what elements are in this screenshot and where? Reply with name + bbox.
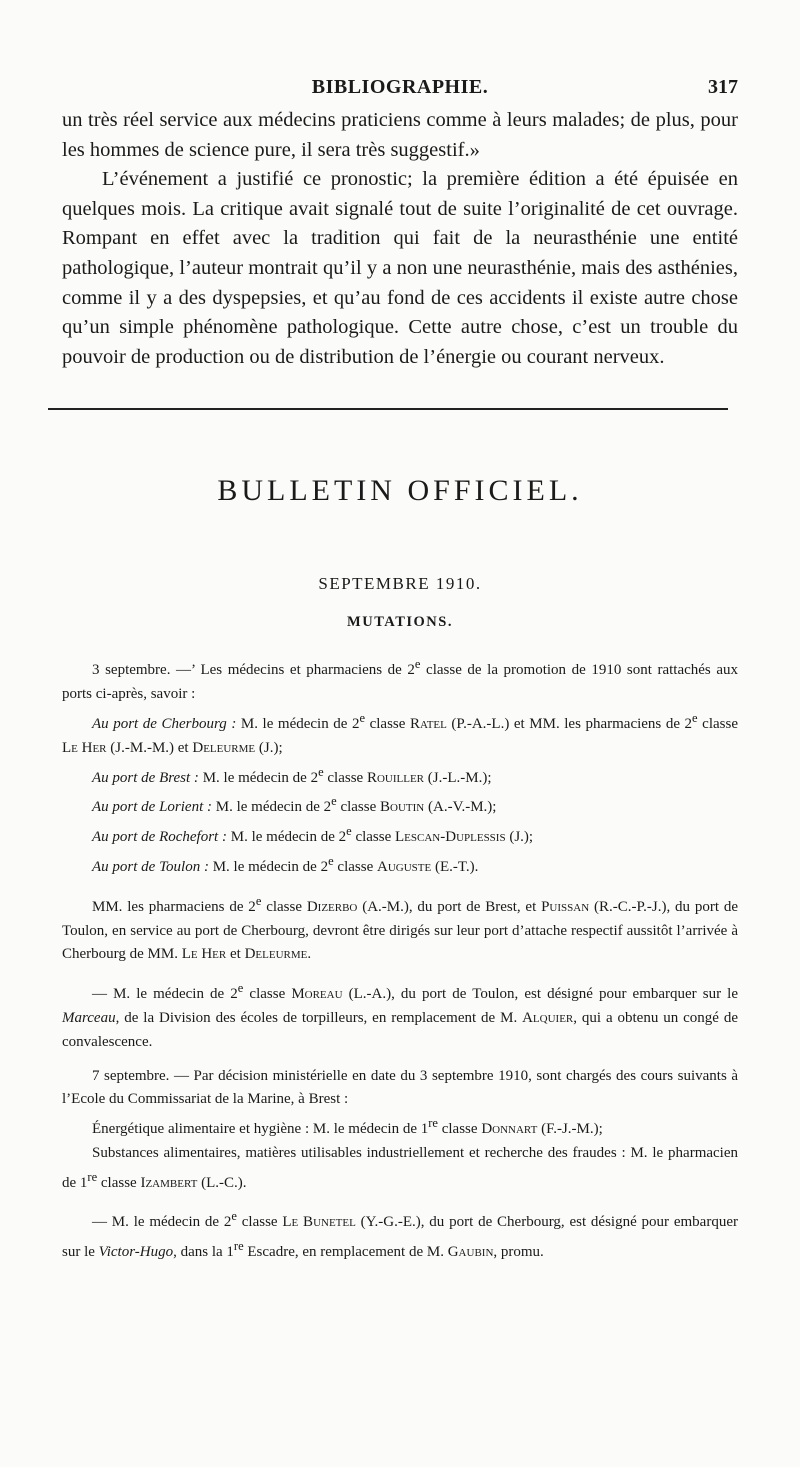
bulletin-body: [62, 653, 738, 1265]
course-assignment: Substances alimentaires, matières utilisables industriellement et recherche des fraudes : M. le pharmacien de 1re classe Izambert (L.-C.).: [62, 1144, 738, 1191]
review-paragraph: L’événement a justifié ce pronostic; la première édition a été épuisée en quelques mois. La critique avait signalé tout de suite l’originalité de cet ouvrage. Rompant en effet avec la tradition qui fait de la neurasthénie une entité pathologique, l’auteur montrait qu’il y a non une neurasthénie, mais des asthénies, comme il y a des dyspepsies, et qu’au fond de ces accidents il existe autre chose qu’un simple phénomène pathologique. Cette autre chose, c’est un trouble du pouvoir de production ou de distribution de l’énergie ou courant nerveux.: [62, 168, 738, 368]
review-continuation: [62, 106, 738, 372]
bulletin-title: BULLETIN OFFICIEL.: [217, 474, 583, 508]
port-assignment-lorient: Au port de Lorient : M. le médecin de 2e classe Boutin (A.-V.-M.);: [92, 794, 497, 816]
port-assignment-brest: Au port de Brest : M. le médecin de 2e classe Rouiller (J.-L.-M.);: [92, 764, 492, 786]
course-assignment: Énergétique alimentaire et hygiène : M. le médecin de 1re classe Donnart (F.-J.-M.);: [92, 1116, 603, 1138]
bulletin-paragraph: — M. le médecin de 2e classe Moreau (L.-A.), du port de Toulon, est désigné pour embarquer sur le Marceau, de la Division des écoles de torpilleurs, en remplacement de M. Alquier, qui a obtenu un congé de convalescence.: [62, 981, 738, 1050]
section-heading: MUTATIONS.: [347, 614, 453, 631]
bulletin-paragraph: — M. le médecin de 2e classe Le Bunetel (Y.-G.-E.), du port de Cherbourg, est désigné pour embarquer sur le Victor-Hugo, dans la 1re Escadre, en remplacement de M. Gaubin, promu.: [62, 1209, 738, 1261]
running-title: BIBLIOGRAPHIE.: [311, 76, 489, 98]
running-header: [62, 76, 738, 106]
review-paragraph: un très réel service aux médecins praticiens comme à leurs malades; de plus, pour les hommes de science pure, il sera très suggestif.»: [62, 109, 738, 161]
bulletin-month: SEPTEMBRE 1910.: [318, 574, 482, 594]
page-number: 317: [708, 76, 738, 98]
section-divider: [48, 408, 728, 410]
bulletin-paragraph: 7 septembre. — Par décision ministérielle en date du 3 septembre 1910, sont chargés des cours suivants à l’Ecole du Commissariat de la Marine, à Brest :: [62, 1067, 738, 1108]
port-assignment-toulon: Au port de Toulon : M. le médecin de 2e classe Auguste (E.-T.).: [92, 853, 479, 875]
port-assignment-rochefort: Au port de Rochefort : M. le médecin de 2e classe Lescan-Duplessis (J.);: [92, 824, 534, 846]
bulletin-paragraph: MM. les pharmaciens de 2e classe Dizerbo (A.-M.), du port de Brest, et Puissan (R.-C.-P.-J.), du port de Toulon, en service au port de Cherbourg, devront être dirigés sur leur port d’attache respectif aussitôt l’arrivée à Cherbourg de MM. Le Her et Deleurme.: [62, 893, 738, 963]
port-assignment-cherbourg: Au port de Cherbourg : M. le médecin de 2e classe Ratel (P.-A.-L.) et MM. les pharmaciens de 2e classe Le Her (J.-M.-M.) et Deleurme (J.);: [62, 710, 738, 756]
bulletin-paragraph: 3 septembre. —’ Les médecins et pharmaciens de 2e classe de la promotion de 1910 sont rattachés aux ports ci-après, savoir :: [62, 657, 738, 703]
